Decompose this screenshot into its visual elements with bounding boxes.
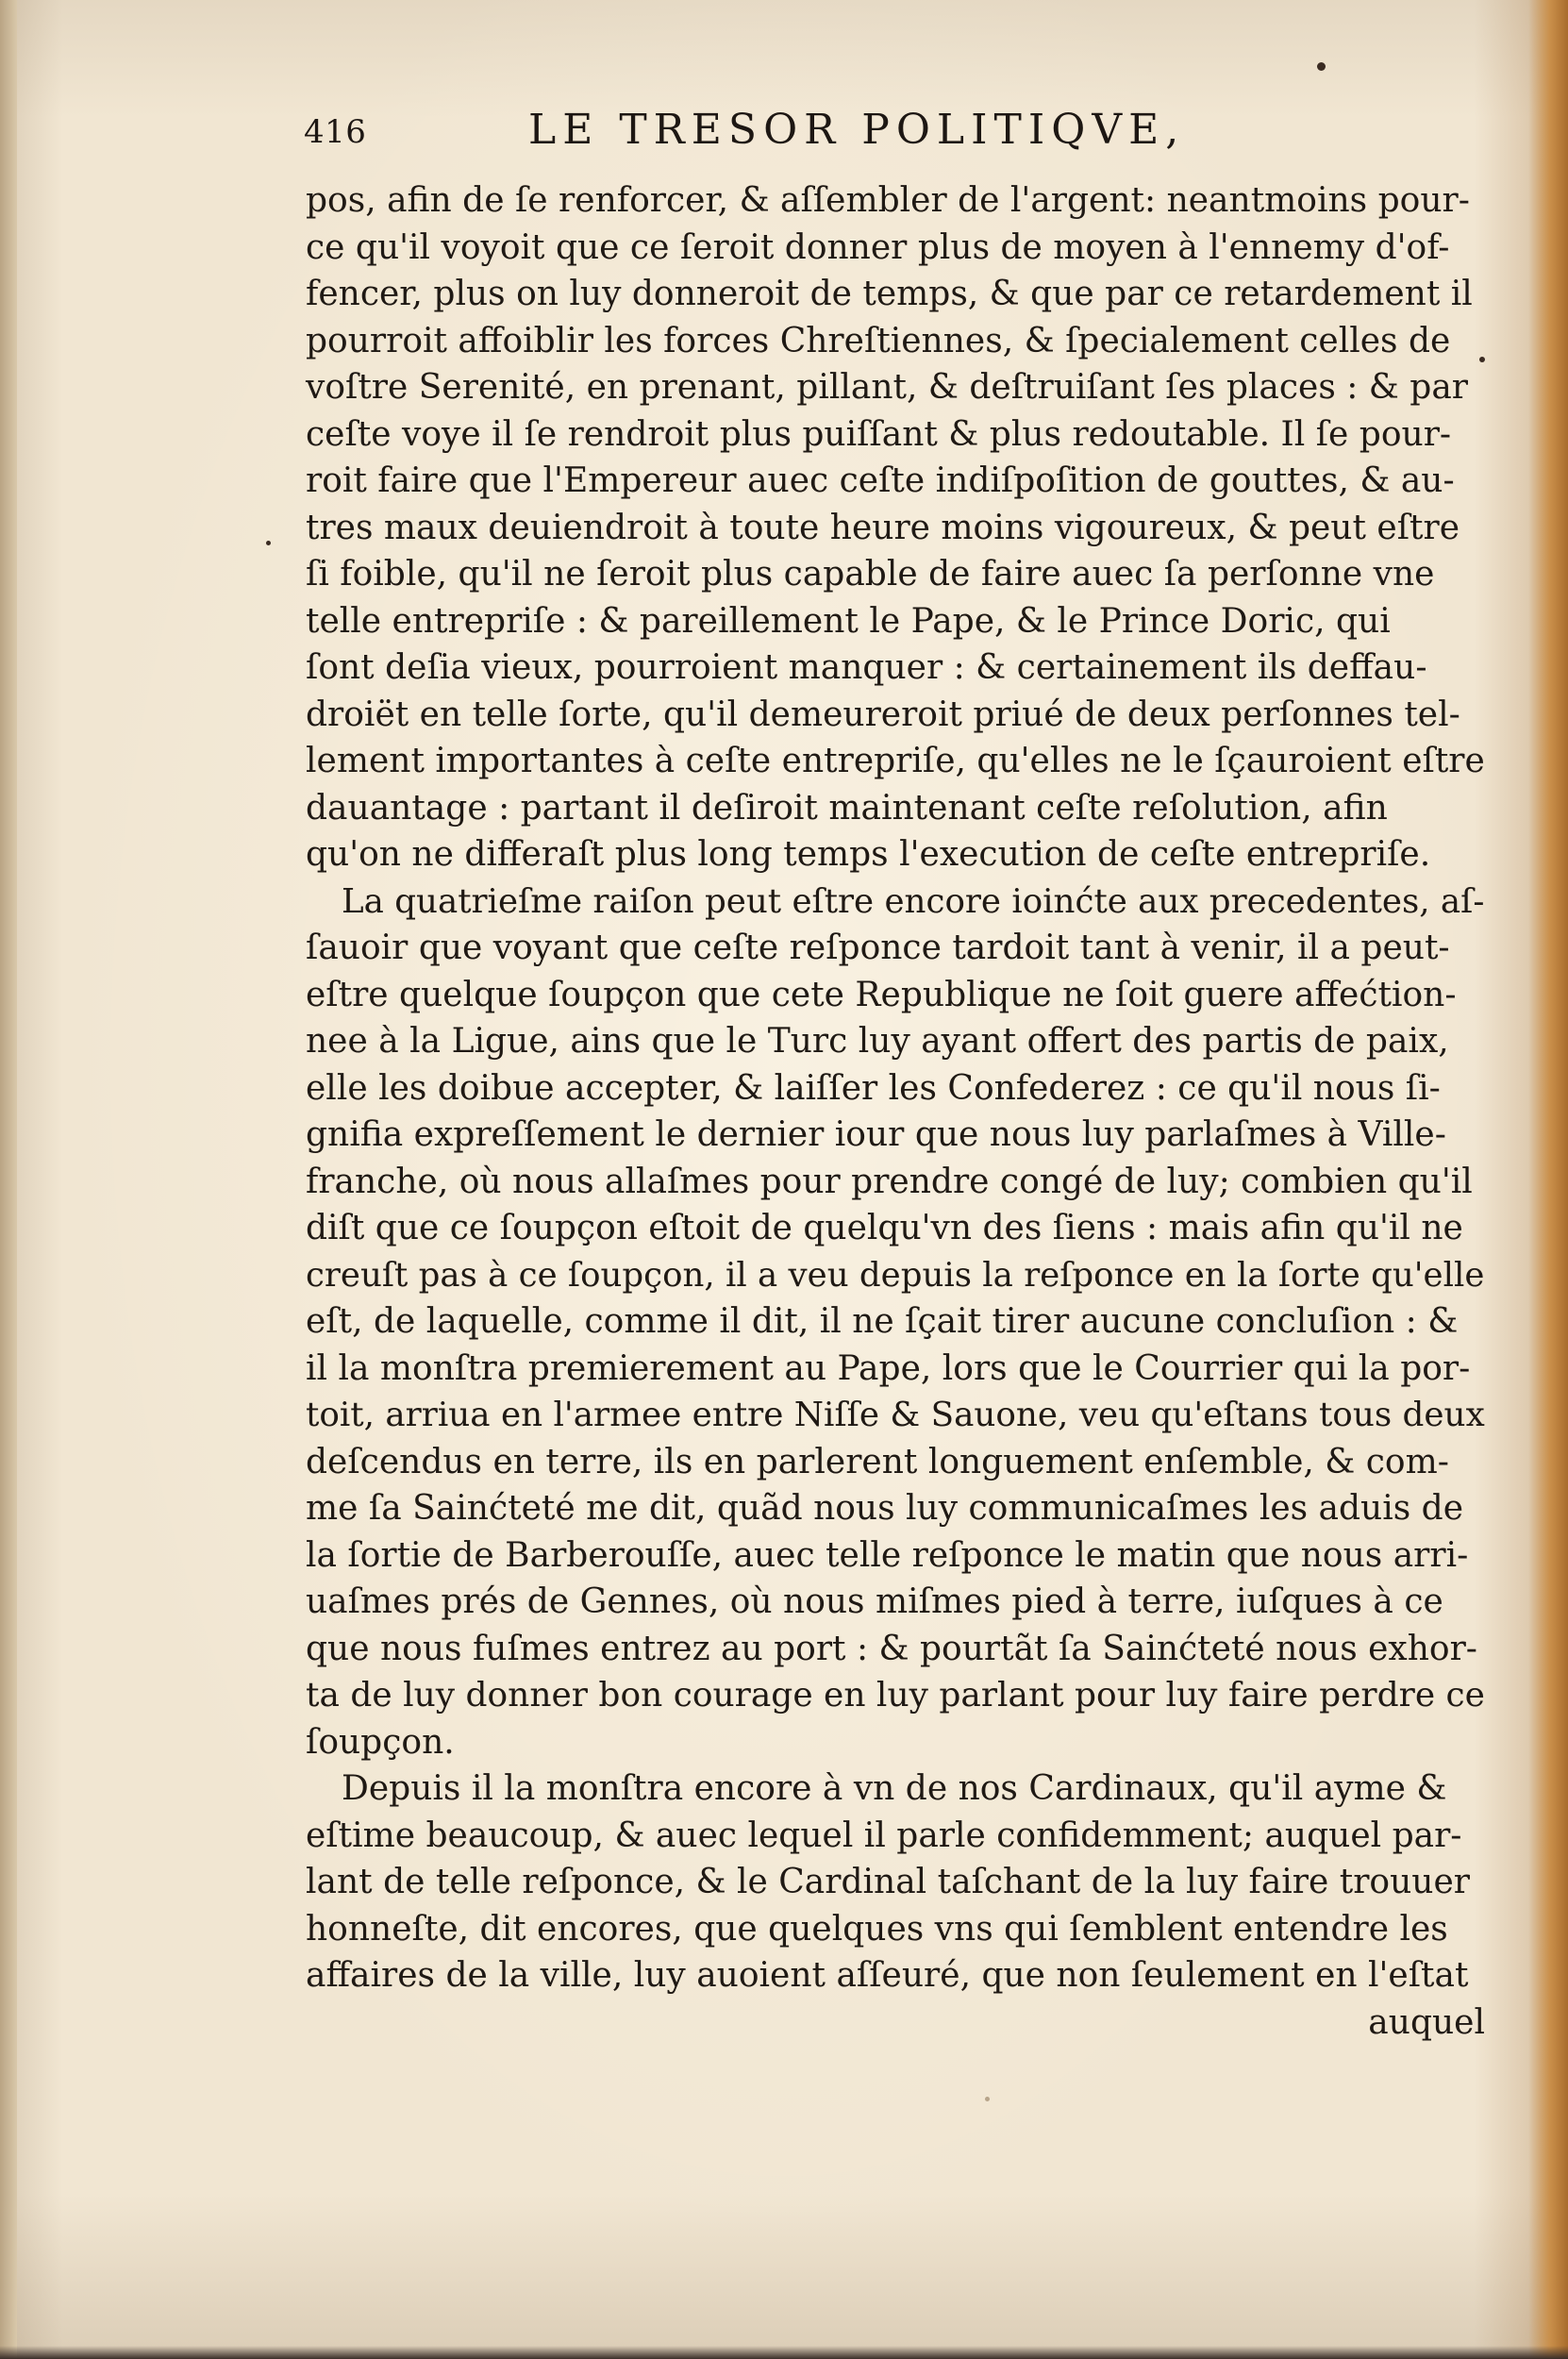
text-line: fencer, plus on luy donneroit de temps, & que par ce retardement il: [306, 275, 1473, 313]
text-line: que nous fuſmes entrez au port : & pourtãt ſa Sainćteté nous exhor-: [306, 1629, 1477, 1668]
text-line: ſoupçon.: [306, 1722, 455, 1762]
text-line: ta de luy donner bon courage en luy parlant pour luy faire perdre ce: [306, 1676, 1485, 1715]
page-edge-bottom: [0, 2346, 1568, 2359]
text-line: lant de telle reſponce, & le Cardinal taſchant de la luy faire trouuer: [306, 1863, 1470, 1901]
text-line: eſtre quelque ſoupçon que cete Republique ne ſoit guere affećtion-: [306, 975, 1457, 1014]
text-line: eſt, de laquelle, comme il dit, il ne ſçait tirer aucune concluſion : &: [306, 1302, 1459, 1341]
text-line: voſtre Serenité, en prenant, pillant, & deſtruiſant ſes places : & par: [306, 368, 1469, 407]
text-line: il la monſtra premierement au Pape, lors que le Courrier qui la por-: [306, 1348, 1471, 1388]
text-line: franche, où nous allaſmes pour prendre congé de luy; combien qu'il: [306, 1162, 1473, 1201]
text-line: affaires de la ville, luy auoient aſſeuré, que non ſeulement en l'eſtat: [306, 1956, 1469, 1995]
text-line: toit, arriua en l'armee entre Niſſe & Sauone, veu qu'eſtans tous deux: [306, 1396, 1485, 1434]
page-header: [304, 106, 1304, 164]
body-text: [306, 177, 1485, 2046]
text-line: pourroit affoiblir les forces Chreſtiennes, & ſpecialement celles de: [306, 321, 1451, 360]
folio-number: 416: [304, 113, 367, 151]
text-line: gnifia expreſſement le dernier iour que nous luy parlaſmes à Ville-: [306, 1115, 1446, 1154]
running-head: LE TRESOR POLITIQVE,: [528, 106, 1186, 154]
paragraph-start-line: Depuis il la monſtra encore à vn de nos Cardinaux, qu'il ayme &: [342, 1769, 1447, 1808]
text-line: lement importantes à ceſte entrepriſe, qu'elles ne le ſçauroient eſtre: [306, 742, 1485, 780]
text-line: deſcendus en terre, ils en parlerent longuement enſemble, & com-: [306, 1442, 1449, 1481]
paragraph-start-line: La quatrieſme raiſon peut eſtre encore ioinćte aux precedentes, aſ-: [342, 881, 1485, 921]
binding-gutter: [0, 0, 17, 2359]
text-line: ſi foible, qu'il ne ſeroit plus capable de faire auec ſa perſonne vne: [306, 555, 1435, 594]
ink-speck: [985, 2097, 990, 2101]
ink-speck: [1479, 357, 1485, 362]
text-line: telle entrepriſe : & pareillement le Pape, & le Prince Doric, qui: [306, 601, 1391, 641]
text-line: roit faire que l'Empereur auec ceſte indiſpoſition de gouttes, & au-: [306, 461, 1455, 500]
text-line: droiët en telle ſorte, qu'il demeureroit priué de deux perſonnes tel-: [306, 694, 1460, 734]
catchword: auquel: [1368, 2002, 1485, 2042]
text-line: diſt que ce ſoupçon eſtoit de quelqu'vn des ſiens : mais afin qu'il ne: [306, 1209, 1463, 1247]
ink-speck: [1317, 62, 1326, 71]
text-line: creuſt pas à ce ſoupçon, il a veu depuis la reſponce en la ſorte qu'elle: [306, 1255, 1485, 1295]
text-line: tres maux deuiendroit à toute heure moins vigoureux, & peut eſtre: [306, 508, 1460, 547]
text-line: la ſortie de Barberouſſe, auec telle reſponce le matin que nous arri-: [306, 1535, 1469, 1575]
text-line: uaſmes prés de Gennes, où nous miſmes pied à terre, iuſques à ce: [306, 1582, 1443, 1621]
text-line: nee à la Ligue, ains que le Turc luy ayant offert des partis de paix,: [306, 1022, 1449, 1061]
text-line: honneſte, dit encores, que quelques vns qui ſemblent entendre les: [306, 1909, 1448, 1949]
text-line: ce qu'il voyoit que ce ſeroit donner plus de moyen à l'ennemy d'of-: [306, 227, 1450, 267]
text-line: ſont deſia vieux, pourroient manquer : & certainement ils deffau-: [306, 648, 1427, 687]
text-line: qu'on ne differaſt plus long temps l'execution de ceſte entrepriſe.: [306, 835, 1431, 874]
text-line: elle les doibue accepter, & laiſſer les Confederez : ce qu'il nous ſi-: [306, 1068, 1441, 1108]
page-edge-right: [1528, 0, 1568, 2359]
text-line: dauantage : partant il deſiroit maintenant ceſte reſolution, afin: [306, 788, 1388, 828]
ink-speck: [266, 541, 271, 545]
text-line: ſauoir que voyant que ceſte reſponce tardoit tant à venir, il a peut-: [306, 929, 1450, 967]
text-line: ceſte voye il ſe rendroit plus puiſſant & plus redoutable. Il ſe pour-: [306, 414, 1452, 454]
text-line: me ſa Sainćteté me dit, quãd nous luy communicaſmes les aduis de: [306, 1489, 1464, 1528]
text-line: pos, afin de ſe renforcer, & aſſembler de l'argent: neantmoins pour-: [306, 181, 1470, 220]
text-line: eſtime beaucoup, & auec lequel il parle confidemment; auquel par-: [306, 1815, 1462, 1855]
